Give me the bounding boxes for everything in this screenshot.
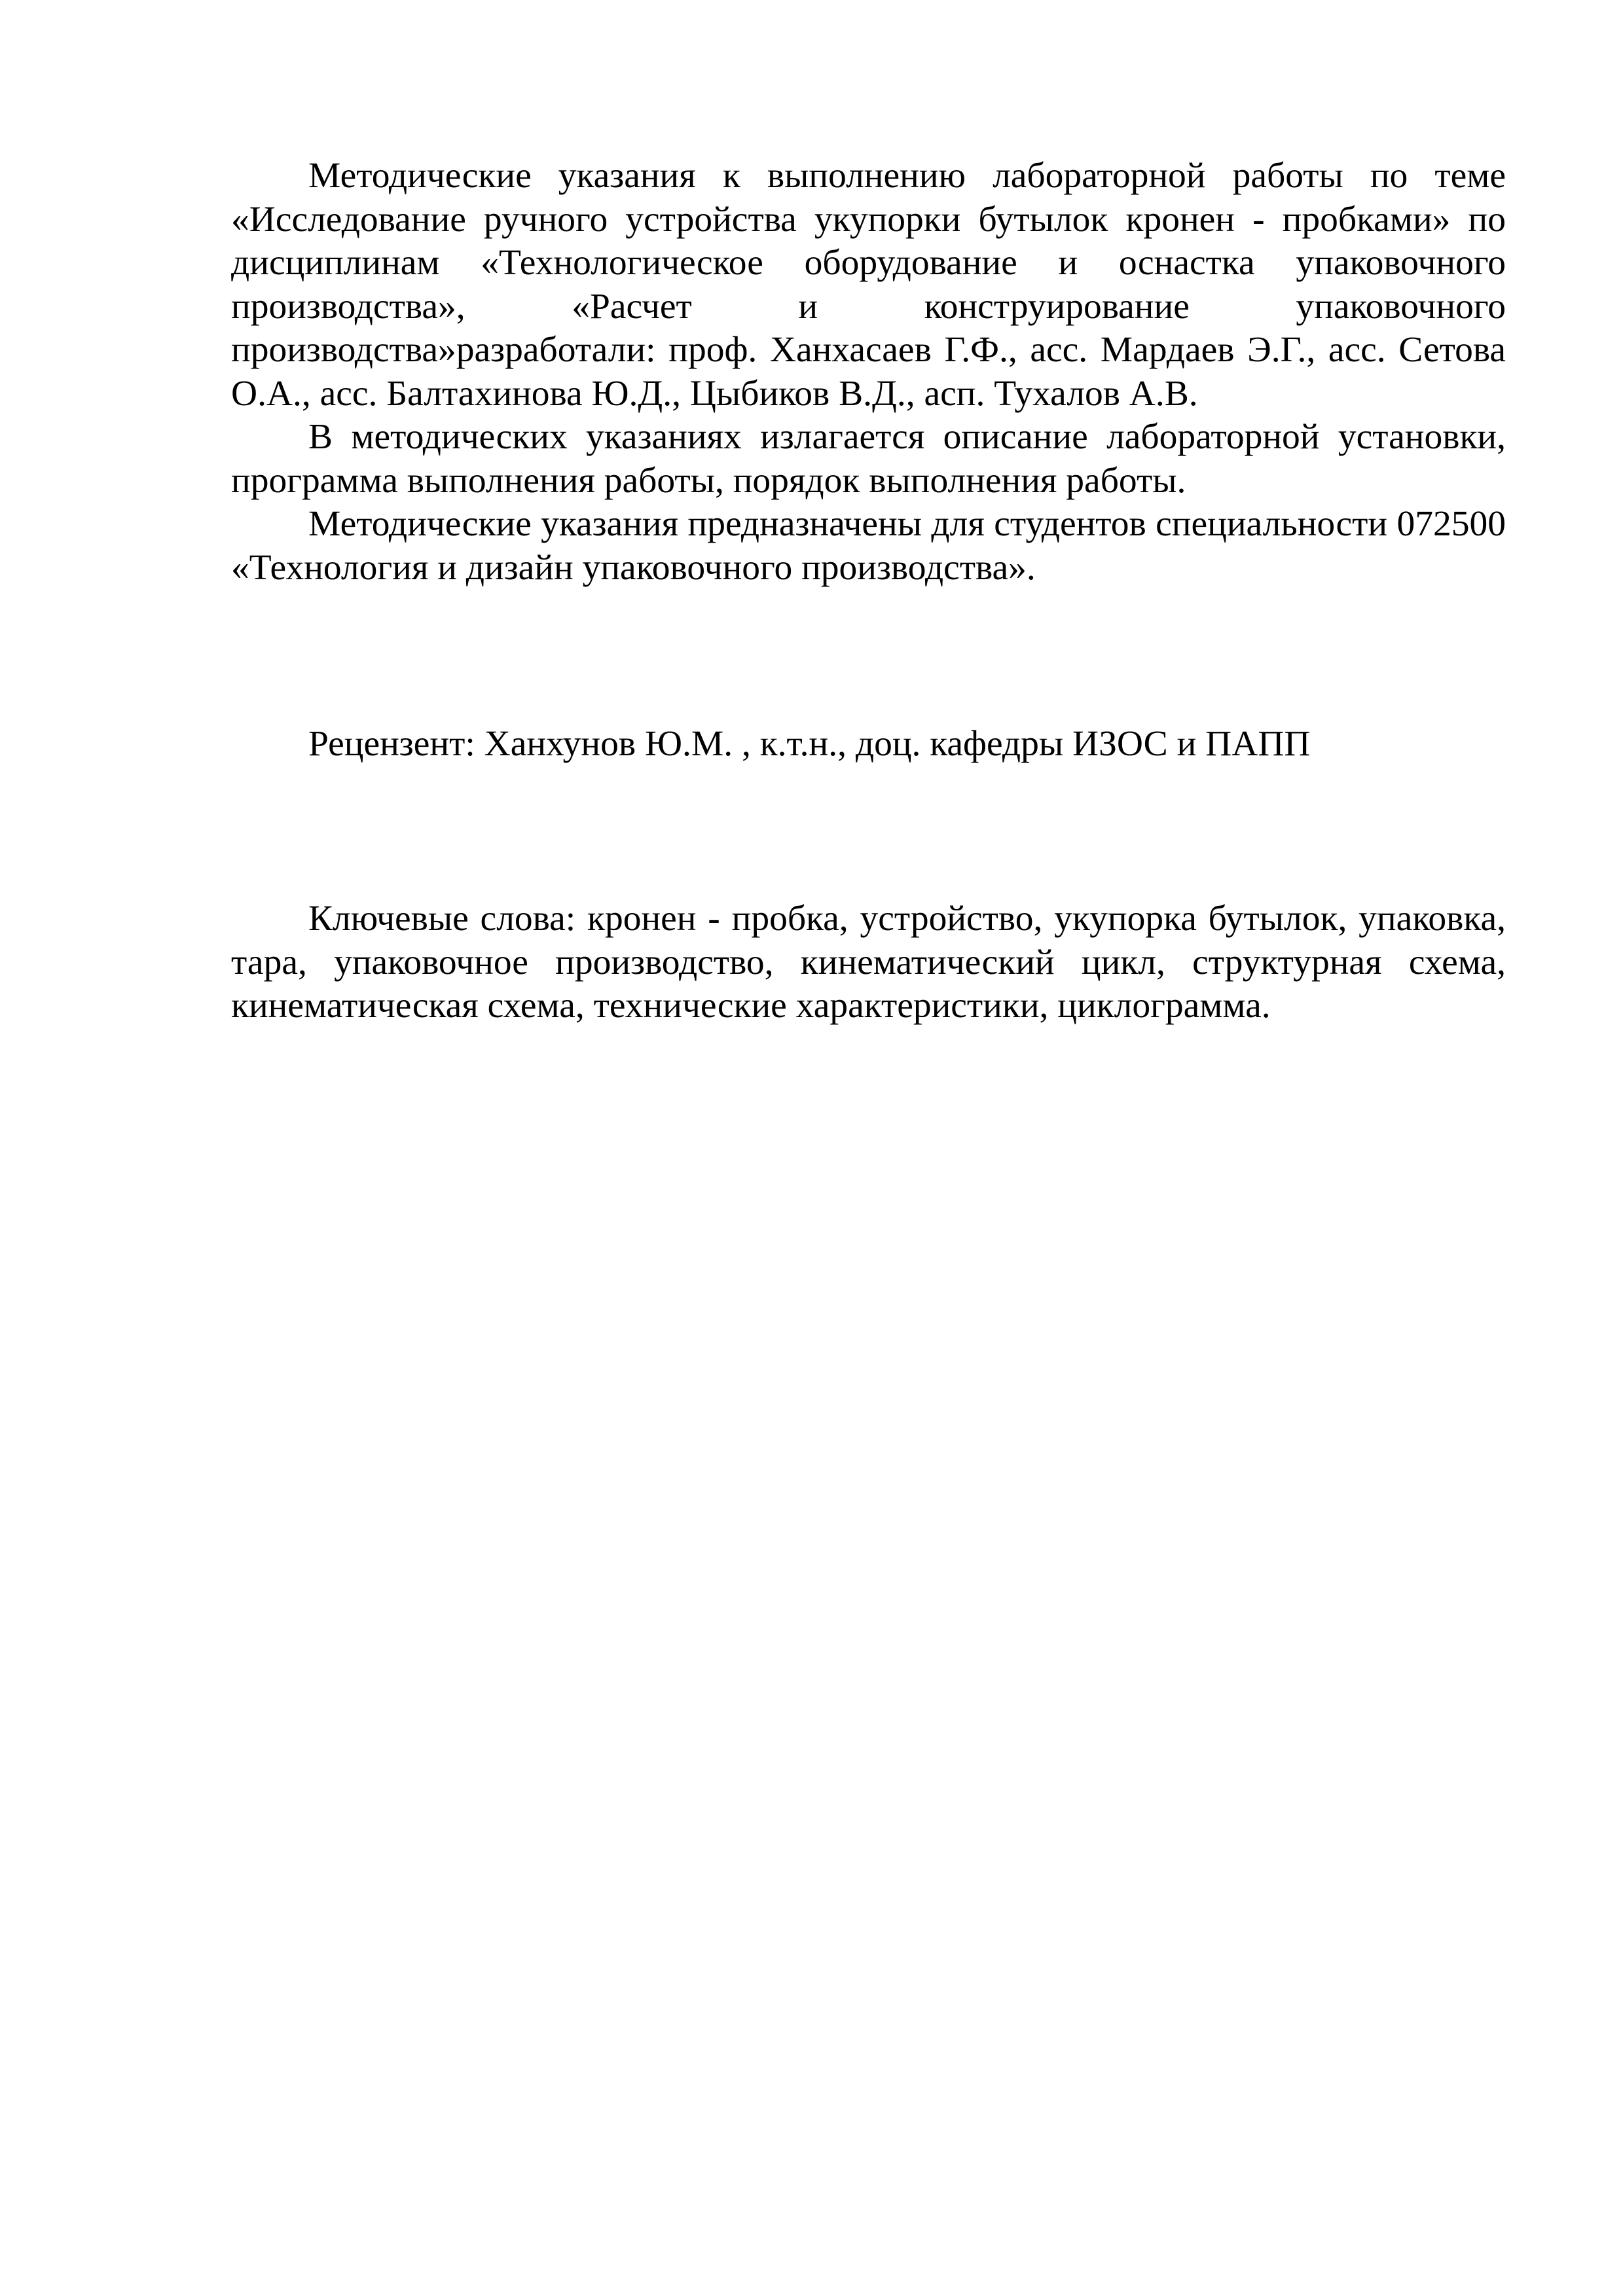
authors-paragraph: Методические указания к выполнению лабораторной работы по теме «Исследование ручного устройства укупорки бутылок кронен - пробками» по дисциплинам «Технологическое оборудование и оснастка упаковочного производства», «Расчет и конструирование упаковочного производства»разработали: проф. Ханхасаев Г.Ф., асс. Мардаев Э.Г., асс. Сетова О.А., асс. Балтахинова Ю.Д., Цыбиков В.Д., асп. Тухалов А.В. [231, 156, 1506, 414]
reviewer-section [231, 723, 1506, 766]
contents-paragraph: В методических указаниях излагается описание лабораторной установки, программа выполнения работы, порядок выполнения работы. [231, 417, 1506, 501]
audience-paragraph: Методические указания предназначены для студентов специальности 072500 «Технология и дизайн упаковочного производства». [231, 504, 1506, 588]
reviewer-line: Рецензент: Ханхунов Ю.М. , к.т.н., доц. кафедры ИЗОС и ПАПП [308, 724, 1311, 764]
keywords-paragraph: Ключевые слова: кронен - пробка, устройство, укупорка бутылок, упаковка, тара, упаковочное производство, кинематический цикл, структурная схема, кинематическая схема, технические характеристики, циклограмма. [231, 899, 1506, 1026]
keywords-section [231, 897, 1506, 1028]
annotation-section [231, 154, 1506, 590]
